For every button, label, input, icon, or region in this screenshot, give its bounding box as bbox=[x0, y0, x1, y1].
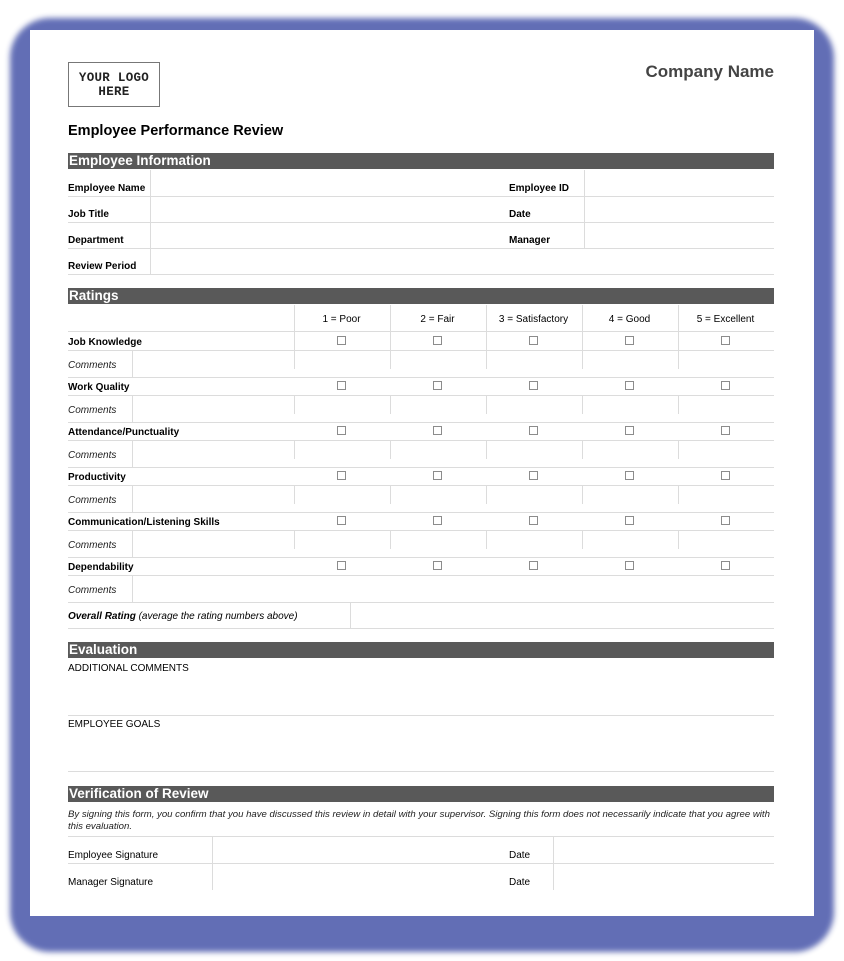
comments-label: Comments bbox=[68, 405, 117, 416]
scale-header: 5 = Excellent bbox=[696, 314, 755, 325]
criterion-label: Dependability bbox=[68, 562, 134, 573]
rating-checkbox[interactable] bbox=[625, 336, 634, 345]
rating-checkbox[interactable] bbox=[529, 471, 538, 480]
employee-id-label: Employee ID bbox=[509, 183, 570, 194]
divider bbox=[486, 305, 487, 350]
divider bbox=[212, 837, 213, 890]
divider bbox=[486, 440, 487, 459]
rating-checkbox[interactable] bbox=[529, 381, 538, 390]
divider bbox=[390, 350, 391, 369]
scale-header: 2 = Fair bbox=[420, 314, 455, 325]
criterion-label: Communication/Listening Skills bbox=[68, 517, 220, 528]
divider bbox=[486, 530, 487, 549]
rating-checkbox[interactable] bbox=[529, 516, 538, 525]
divider bbox=[68, 715, 774, 716]
logo-placeholder: YOUR LOGO HERE bbox=[68, 62, 160, 107]
rating-checkbox[interactable] bbox=[337, 426, 346, 435]
divider bbox=[68, 331, 774, 332]
rating-checkbox[interactable] bbox=[625, 381, 634, 390]
manager-field[interactable] bbox=[585, 222, 774, 248]
comments-label: Comments bbox=[68, 450, 117, 461]
rating-checkbox[interactable] bbox=[529, 561, 538, 570]
comments-field[interactable] bbox=[133, 576, 774, 602]
company-name: Company Name bbox=[645, 62, 774, 81]
rating-checkbox[interactable] bbox=[721, 336, 730, 345]
rating-checkbox[interactable] bbox=[625, 426, 634, 435]
rating-checkbox[interactable] bbox=[721, 471, 730, 480]
overall-rating-title: Overall Rating bbox=[68, 611, 136, 622]
manager-signature-date-field[interactable] bbox=[554, 864, 774, 890]
rating-checkbox[interactable] bbox=[433, 381, 442, 390]
comments-label: Comments bbox=[68, 495, 117, 506]
divider bbox=[68, 377, 774, 378]
rating-checkbox[interactable] bbox=[433, 516, 442, 525]
rating-checkbox[interactable] bbox=[433, 561, 442, 570]
rating-checkbox[interactable] bbox=[721, 561, 730, 570]
divider bbox=[678, 485, 679, 504]
divider bbox=[582, 305, 583, 350]
comments-label: Comments bbox=[68, 360, 117, 371]
section-employee-information: Employee Information bbox=[68, 153, 774, 169]
department-field[interactable] bbox=[151, 222, 509, 248]
verification-statement: By signing this form, you confirm that you have discussed this review in detail with your supervisor. Signing this form does not necessarily indicate that you agree with this evaluation. bbox=[68, 809, 770, 832]
rating-checkbox[interactable] bbox=[529, 336, 538, 345]
scale-header: 3 = Satisfactory bbox=[498, 314, 569, 325]
rating-checkbox[interactable] bbox=[529, 426, 538, 435]
rating-checkbox[interactable] bbox=[337, 516, 346, 525]
divider bbox=[68, 196, 774, 197]
divider bbox=[294, 530, 295, 549]
overall-rating-note: (average the rating numbers above) bbox=[138, 611, 298, 622]
divider bbox=[582, 350, 583, 369]
signature-date-label: Date bbox=[509, 850, 531, 861]
job-title-label: Job Title bbox=[68, 209, 109, 220]
additional-comments-field[interactable] bbox=[68, 675, 774, 715]
employee-id-field[interactable] bbox=[585, 170, 774, 196]
document-page bbox=[30, 30, 814, 916]
comments-label: Comments bbox=[68, 585, 117, 596]
employee-signature-date-field[interactable] bbox=[554, 837, 774, 863]
divider bbox=[294, 305, 295, 350]
divider bbox=[68, 248, 774, 249]
divider bbox=[678, 395, 679, 414]
signature-date-label: Date bbox=[509, 877, 531, 888]
divider bbox=[294, 485, 295, 504]
divider bbox=[68, 467, 774, 468]
divider bbox=[553, 837, 554, 890]
divider bbox=[294, 395, 295, 414]
employee-signature-label: Employee Signature bbox=[68, 850, 159, 861]
section-ratings: Ratings bbox=[68, 288, 774, 304]
manager-label: Manager bbox=[509, 235, 551, 246]
rating-checkbox[interactable] bbox=[433, 426, 442, 435]
divider bbox=[68, 557, 774, 558]
divider bbox=[582, 395, 583, 414]
divider bbox=[390, 305, 391, 350]
employee-signature-field[interactable] bbox=[213, 837, 509, 863]
divider bbox=[582, 530, 583, 549]
employee-goals-label: EMPLOYEE GOALS bbox=[68, 719, 161, 730]
divider bbox=[584, 170, 585, 248]
divider bbox=[486, 350, 487, 369]
divider bbox=[678, 305, 679, 350]
divider bbox=[486, 485, 487, 504]
rating-checkbox[interactable] bbox=[721, 381, 730, 390]
divider bbox=[68, 512, 774, 513]
divider bbox=[68, 274, 774, 275]
divider bbox=[294, 350, 295, 369]
divider bbox=[582, 485, 583, 504]
criterion-label: Productivity bbox=[68, 472, 126, 483]
overall-rating-field[interactable] bbox=[351, 603, 774, 628]
review-period-label: Review Period bbox=[68, 261, 137, 272]
date-field[interactable] bbox=[585, 196, 774, 222]
divider bbox=[390, 440, 391, 459]
divider bbox=[582, 440, 583, 459]
rating-checkbox[interactable] bbox=[337, 471, 346, 480]
document-title: Employee Performance Review bbox=[68, 123, 284, 139]
divider bbox=[150, 170, 151, 274]
divider bbox=[678, 530, 679, 549]
criterion-label: Work Quality bbox=[68, 382, 130, 393]
department-label: Department bbox=[68, 235, 124, 246]
overall-rating-label bbox=[68, 611, 298, 622]
rating-checkbox[interactable] bbox=[625, 561, 634, 570]
manager-signature-field[interactable] bbox=[213, 864, 509, 890]
job-title-field[interactable] bbox=[151, 196, 509, 222]
rating-checkbox[interactable] bbox=[721, 426, 730, 435]
divider bbox=[68, 771, 774, 772]
manager-signature-label: Manager Signature bbox=[68, 877, 154, 888]
divider bbox=[68, 222, 774, 223]
divider bbox=[678, 440, 679, 459]
scale-header: 4 = Good bbox=[608, 314, 651, 325]
rating-checkbox[interactable] bbox=[625, 471, 634, 480]
employee-name-label: Employee Name bbox=[68, 183, 146, 194]
divider bbox=[68, 628, 774, 629]
review-period-field[interactable] bbox=[151, 248, 774, 274]
rating-checkbox[interactable] bbox=[433, 336, 442, 345]
criterion-label: Attendance/Punctuality bbox=[68, 427, 180, 438]
rating-checkbox[interactable] bbox=[337, 336, 346, 345]
divider bbox=[390, 395, 391, 414]
divider bbox=[68, 422, 774, 423]
divider bbox=[390, 485, 391, 504]
additional-comments-label: ADDITIONAL COMMENTS bbox=[68, 663, 189, 674]
employee-name-field[interactable] bbox=[151, 170, 509, 196]
comments-label: Comments bbox=[68, 540, 117, 551]
rating-checkbox[interactable] bbox=[721, 516, 730, 525]
criterion-label: Job Knowledge bbox=[68, 337, 142, 348]
rating-checkbox[interactable] bbox=[337, 381, 346, 390]
divider bbox=[678, 350, 679, 369]
employee-goals-field[interactable] bbox=[68, 731, 774, 771]
scale-header: 1 = Poor bbox=[322, 314, 361, 325]
rating-checkbox[interactable] bbox=[337, 561, 346, 570]
divider bbox=[390, 530, 391, 549]
section-evaluation: Evaluation bbox=[68, 642, 774, 658]
rating-checkbox[interactable] bbox=[433, 471, 442, 480]
section-verification: Verification of Review bbox=[68, 786, 774, 802]
divider bbox=[294, 440, 295, 459]
divider bbox=[486, 395, 487, 414]
rating-checkbox[interactable] bbox=[625, 516, 634, 525]
date-label: Date bbox=[509, 209, 531, 220]
